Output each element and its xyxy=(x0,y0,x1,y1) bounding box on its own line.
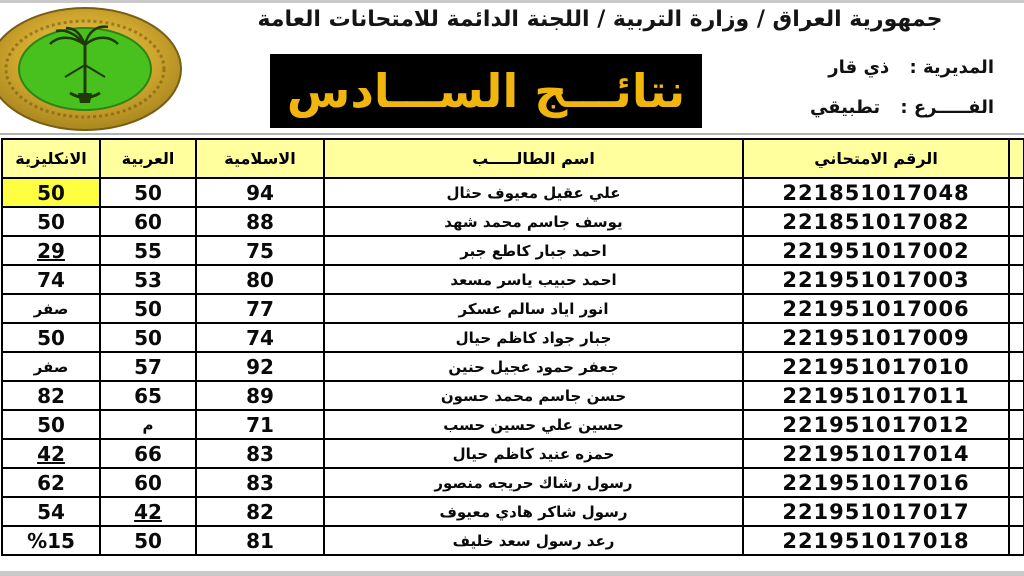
column-header-islamic: الاسلامية xyxy=(196,139,324,178)
cell-islamic: 92 xyxy=(196,352,324,381)
student-result-row xyxy=(2,178,1024,207)
cell-english: 42 xyxy=(2,439,100,468)
cell-arabic: 53 xyxy=(100,265,196,294)
cell-name: حسين علي حسين حسب xyxy=(324,410,743,439)
cell-english: 82 xyxy=(2,381,100,410)
cell-exam_no: 221951017002 xyxy=(743,236,1009,265)
student-result-row xyxy=(2,352,1024,381)
cell-name: رسول رشاك حريجه منصور xyxy=(324,468,743,497)
cell-english: 29 xyxy=(2,236,100,265)
cell-islamic: 80 xyxy=(196,265,324,294)
column-header-edge xyxy=(1009,139,1024,178)
results-table-body xyxy=(2,178,1024,555)
table-header-row xyxy=(2,139,1024,178)
cell-islamic: 74 xyxy=(196,323,324,352)
cell-islamic: 89 xyxy=(196,381,324,410)
cell-arabic: 65 xyxy=(100,381,196,410)
student-result-row xyxy=(2,381,1024,410)
cell-english: 50 xyxy=(2,323,100,352)
cell-arabic: 60 xyxy=(100,468,196,497)
cell-edge xyxy=(1009,410,1024,439)
branch-line xyxy=(724,95,994,121)
cell-english: 50 xyxy=(2,178,100,207)
cell-exam_no: 221951017003 xyxy=(743,265,1009,294)
exam-info-block xyxy=(724,55,994,121)
results-table xyxy=(1,138,1024,556)
cell-islamic: 83 xyxy=(196,468,324,497)
cell-edge xyxy=(1009,294,1024,323)
cell-name: حمزه عنيد كاظم حيال xyxy=(324,439,743,468)
cell-english: %15 xyxy=(2,526,100,555)
cell-name: احمد جبار كاطع جبر xyxy=(324,236,743,265)
cell-exam_no: 221951017017 xyxy=(743,497,1009,526)
cell-exam_no: 221951017011 xyxy=(743,381,1009,410)
cell-arabic: م xyxy=(100,410,196,439)
cell-arabic: 50 xyxy=(100,178,196,207)
cell-name: حسن جاسم محمد حسون xyxy=(324,381,743,410)
cell-exam_no: 221951017016 xyxy=(743,468,1009,497)
cell-name: احمد حبيب ياسر مسعد xyxy=(324,265,743,294)
top-edge-strip xyxy=(0,0,1024,3)
student-result-row xyxy=(2,265,1024,294)
cell-arabic: 57 xyxy=(100,352,196,381)
student-result-row xyxy=(2,526,1024,555)
directorate-line xyxy=(724,55,994,81)
ministry-emblem-graphic xyxy=(0,5,184,133)
cell-arabic: 55 xyxy=(100,236,196,265)
ministry-of-education-logo xyxy=(0,5,184,133)
cell-name: رعد رسول سعد خليف xyxy=(324,526,743,555)
student-result-row xyxy=(2,294,1024,323)
column-header-student-name: اسم الطالـــــب xyxy=(324,139,743,178)
student-result-row xyxy=(2,439,1024,468)
cell-english: 50 xyxy=(2,207,100,236)
cell-edge xyxy=(1009,526,1024,555)
cell-islamic: 71 xyxy=(196,410,324,439)
cell-exam_no: 221851017048 xyxy=(743,178,1009,207)
separator-line xyxy=(0,133,1024,135)
student-result-row xyxy=(2,410,1024,439)
cell-islamic: 82 xyxy=(196,497,324,526)
cell-name: علي عقيل معيوف حثال xyxy=(324,178,743,207)
student-result-row xyxy=(2,468,1024,497)
cell-english: صفر xyxy=(2,294,100,323)
cell-arabic: 60 xyxy=(100,207,196,236)
branch-value: تطبيقي xyxy=(809,97,881,118)
student-result-row xyxy=(2,497,1024,526)
cell-edge xyxy=(1009,207,1024,236)
cell-english: 62 xyxy=(2,468,100,497)
column-header-exam-number: الرقم الامتحاني xyxy=(743,139,1009,178)
cell-exam_no: 221951017018 xyxy=(743,526,1009,555)
cell-islamic: 83 xyxy=(196,439,324,468)
cell-exam_no: 221951017009 xyxy=(743,323,1009,352)
student-result-row xyxy=(2,236,1024,265)
cell-english: 74 xyxy=(2,265,100,294)
cell-edge xyxy=(1009,497,1024,526)
cell-exam_no: 221951017006 xyxy=(743,294,1009,323)
cell-arabic: 50 xyxy=(100,323,196,352)
cell-exam_no: 221951017010 xyxy=(743,352,1009,381)
branch-label: الفـــــرع : xyxy=(900,97,994,118)
cell-name: جعفر حمود عجيل حنين xyxy=(324,352,743,381)
cell-edge xyxy=(1009,381,1024,410)
cell-islamic: 88 xyxy=(196,207,324,236)
cell-edge xyxy=(1009,236,1024,265)
banner-title: نتائـــج الســـادس xyxy=(286,64,686,118)
cell-edge xyxy=(1009,468,1024,497)
cell-edge xyxy=(1009,352,1024,381)
column-header-arabic: العربية xyxy=(100,139,196,178)
cell-edge xyxy=(1009,323,1024,352)
cell-edge xyxy=(1009,178,1024,207)
cell-name: يوسف جاسم محمد شهد xyxy=(324,207,743,236)
cell-english: 50 xyxy=(2,410,100,439)
cell-name: رسول شاكر هادي معيوف xyxy=(324,497,743,526)
cell-arabic: 42 xyxy=(100,497,196,526)
directorate-label: المديرية : xyxy=(909,57,994,78)
cell-english: 54 xyxy=(2,497,100,526)
cell-english: صفر xyxy=(2,352,100,381)
cell-name: انور اياد سالم عسكر xyxy=(324,294,743,323)
column-header-english: الانكليزية xyxy=(2,139,100,178)
cell-exam_no: 221851017082 xyxy=(743,207,1009,236)
bottom-edge-strip xyxy=(0,571,1024,576)
cell-arabic: 50 xyxy=(100,294,196,323)
results-banner xyxy=(270,54,702,128)
directorate-value: ذي قار xyxy=(828,57,890,78)
cell-islamic: 81 xyxy=(196,526,324,555)
cell-exam_no: 221951017012 xyxy=(743,410,1009,439)
cell-arabic: 50 xyxy=(100,526,196,555)
cell-edge xyxy=(1009,265,1024,294)
cell-islamic: 75 xyxy=(196,236,324,265)
cell-islamic: 77 xyxy=(196,294,324,323)
ministry-header-line: جمهورية العراق / وزارة التربية / اللجنة الدائمة للامتحانات العامة xyxy=(257,7,943,32)
cell-exam_no: 221951017014 xyxy=(743,439,1009,468)
student-result-row xyxy=(2,323,1024,352)
cell-islamic: 94 xyxy=(196,178,324,207)
cell-name: جبار جواد كاظم حيال xyxy=(324,323,743,352)
student-result-row xyxy=(2,207,1024,236)
cell-arabic: 66 xyxy=(100,439,196,468)
cell-edge xyxy=(1009,439,1024,468)
